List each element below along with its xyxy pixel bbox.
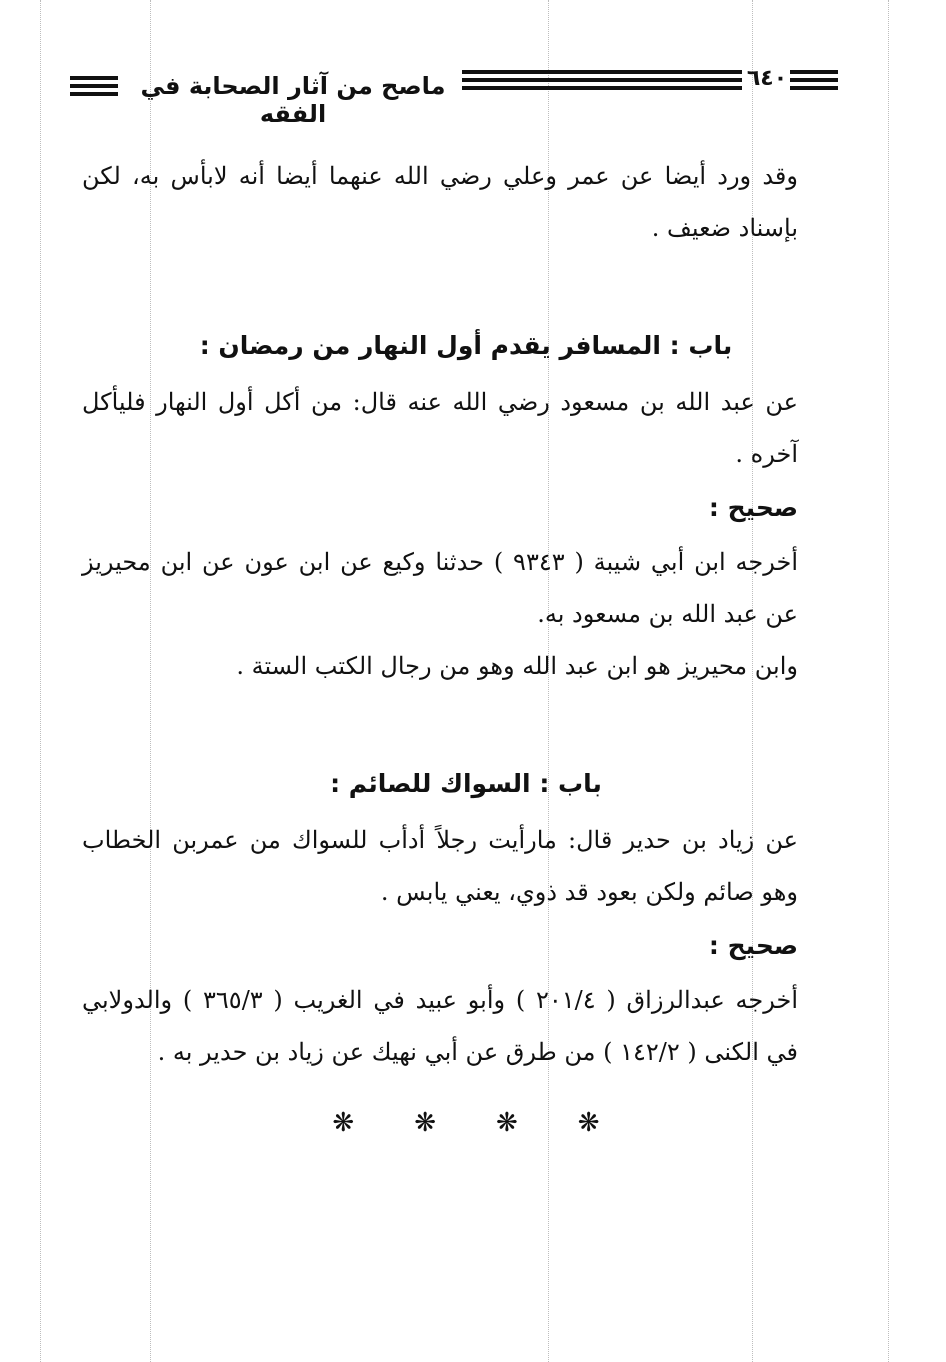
header-rule-right	[790, 70, 838, 94]
star-ornament-icon: ❋	[496, 1108, 518, 1138]
header-rule-middle	[462, 70, 742, 94]
section-end-ornament	[82, 1108, 850, 1138]
grade-label: صحيح :	[708, 931, 798, 960]
takhrij-text: أخرجه ابن أبي شيبة ( ٩٣٤٣ ) حدثنا وكيع عن ابن عون عن ابن محيريز عن عبد الله بن مسعود به.	[82, 548, 799, 628]
grade-label: صحيح :	[708, 493, 798, 522]
running-header	[70, 62, 840, 128]
star-ornament-icon: ❋	[577, 1108, 600, 1138]
scan-guide-line	[40, 0, 41, 1362]
intro-paragraph: وقد ورد أيضا عن عمر وعلي رضي الله عنهما أيضا أنه لابأس به، لكن بإسناد ضعيف .	[82, 162, 798, 242]
athar-text: عن عبد الله بن مسعود رضي الله عنه قال: من أكل أول النهار فليأكل آخره .	[82, 388, 799, 468]
page-number: ٦٤٠	[746, 66, 788, 91]
section-heading: باب : المسافر يقدم أول النهار من رمضان :	[199, 331, 733, 360]
star-ornament-icon: ❋	[414, 1108, 436, 1138]
takhrij-text: أخرجه عبدالرزاق ( ٢٠١/٤ ) وأبو عبيد في الغريب ( ٣٦٥/٣ ) والدولابي في الكنى ( ١٤٢/٢ ) من طرق عن أبي نهيك عن زياد بن حدير به .	[82, 986, 798, 1066]
scan-guide-line	[888, 0, 889, 1362]
athar-text: عن زياد بن حدير قال: مارأيت رجلاً أدأب للسواك من عمربن الخطاب وهو صائم ولكن بعود قد ذوي، يعني يابس .	[82, 826, 798, 906]
section-heading: باب : السواك للصائم :	[330, 769, 602, 798]
narrator-note: وابن محيريز هو ابن عبد الله وهو من رجال الكتب الستة .	[236, 652, 798, 680]
page-body	[82, 150, 850, 1138]
star-ornament-icon: ❋	[332, 1108, 355, 1138]
header-rule-left	[70, 76, 118, 100]
book-title: ماصح من آثار الصحابة في الفقه	[140, 72, 446, 128]
